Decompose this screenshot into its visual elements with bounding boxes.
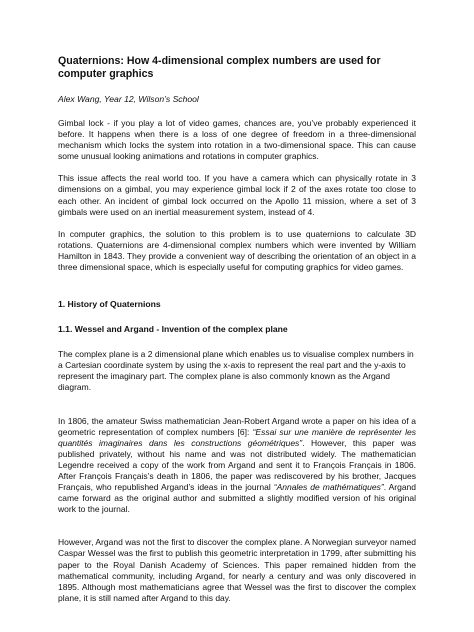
argand-text-a: In 1806, the amateur Swiss mathematician Jean-Robert Argand wrote a paper on his idea of a geometric representation of complex numbers [6]: [58, 415, 416, 437]
complex-plane-paragraph: The complex plane is a 2 dimensional plane which enables us to visualise complex numbers in a Cartesian coordinate system by using the x-axis to represent the real part and the y-axis to represent the imaginary part. The complex plane is also commonly known as the Argand diagram. [58, 349, 414, 393]
section-heading-history: 1. History of Quaternions [58, 299, 161, 310]
author-line: Alex Wang, Year 12, Wilson’s School [58, 94, 199, 104]
argand-text-b: . However, this paper was published privately, without his name and was not distributed widely. The mathematician Legendre received a copy of the work from Argand and sent it to François Français in 1806. After François Français’s death in 1806, the paper was rediscovered by his brother, Jacques Français, who republished Argand’s ideas in the journal [58, 437, 416, 493]
wessel-paragraph: However, Argand was not the first to discover the complex plane. A Norwegian surveyor named Caspar Wessel was the first to publish this geometric interpretation in 1799, after submitting his paper to the Royal Danish Academy of Sciences. This paper remained hidden from the mathematical community, including Argand, for nearly a century and was only discovered in 1895. Although most mathematicians agree that Wessel was the first to discover the complex plane, it is still named after Argand to this day. [58, 537, 416, 603]
intro-paragraph-1: Gimbal lock - if you play a lot of video games, chances are, you’ve probably experienced it before. It happens when there is a loss of one degree of freedom in a three-dimensional mechanism which locks the system into rotation in a two-dimensional space. This can cause some unusual looking animations and rotations in computer graphics. [58, 118, 416, 162]
argand-paragraph [58, 416, 416, 516]
journal-title: “Annales de mathématiques” [273, 482, 384, 493]
argand-text-c: . Argand came forward as the original author and submitted a slightly modified version of his original work to the journal. [58, 482, 417, 515]
document-title: Quaternions: How 4-dimensional complex numbers are used for computer graphics [58, 55, 381, 80]
intro-paragraph-2: This issue affects the real world too. If you have a camera which can physically rotate in 3 dimensions on a gimbal, you may experience gimbal lock if 2 of the axes rotate too close to each other. An incident of gimbal lock occurred on the Apollo 11 mission, where a set of 3 gimbals were used on an inertial measurement system, instead of 4. [58, 173, 416, 217]
argand-paper-title: “Essai sur une manière de représenter les quantités imaginaires dans les constructions géométriques” [58, 426, 416, 448]
intro-paragraph-3: In computer graphics, the solution to this problem is to use quaternions to calculate 3D rotations. Quaternions are 4-dimensional complex numbers which were invented by William Hamilton in 1843. They provide a convenient way of describing the orientation of an object in a three dimensional space, which is especially useful for computing graphics for video games. [58, 228, 416, 273]
subsection-heading-wessel-argand: 1.1. Wessel and Argand - Invention of the complex plane [58, 324, 288, 335]
